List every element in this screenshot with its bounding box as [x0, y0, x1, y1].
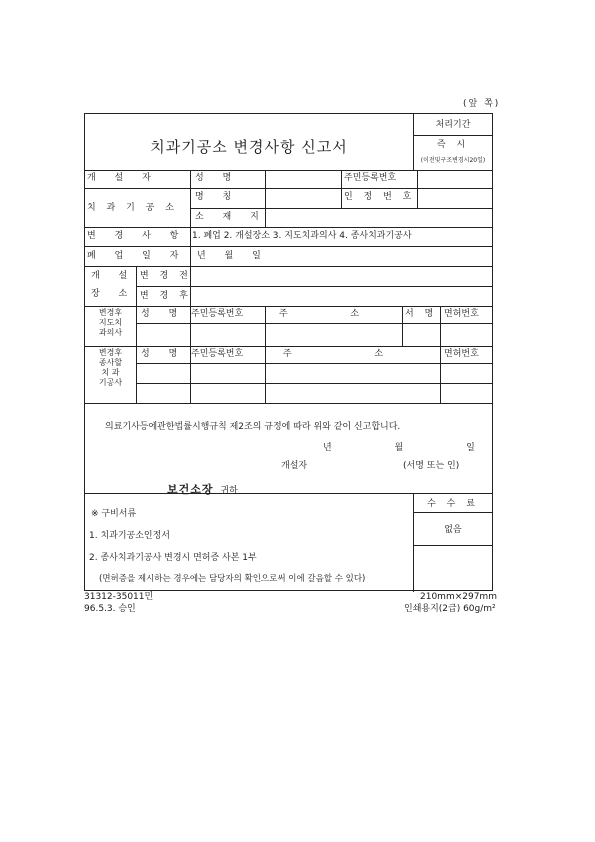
change-items-label: 변 경 사 항: [87, 231, 187, 241]
header-line: 변경후: [98, 308, 123, 317]
divider: [85, 188, 493, 189]
divider: [413, 545, 493, 546]
form-code: 31312-35011민: [84, 592, 154, 602]
header-line: 기공사: [98, 378, 123, 387]
closure-date-value: 년 월 일: [197, 251, 269, 261]
technician-row-2[interactable]: [137, 385, 189, 401]
dentist-license-label: 면허번호: [444, 309, 479, 319]
dentist-name-label: 성 명: [141, 309, 186, 319]
dentist-address-label: 주 소: [278, 309, 390, 319]
applicant-rrn-label: 주민등록번호: [344, 173, 397, 183]
header-line: 종사할: [98, 358, 123, 367]
lab-cert-label: 인 정 번 호: [344, 192, 416, 202]
divider: [85, 227, 493, 228]
divider: [85, 266, 493, 267]
divider: [413, 512, 493, 513]
paper-spec: 인쇄용지(2급) 60g/m²: [404, 604, 496, 614]
dentist-signature-field[interactable]: [403, 325, 439, 344]
processing-value: 즉 시: [436, 140, 470, 150]
applicant-rrn-field[interactable]: [418, 172, 492, 186]
processing-label: 처리기간: [435, 120, 471, 130]
dentist-address-field[interactable]: [266, 325, 401, 344]
technician-row-1[interactable]: [137, 365, 189, 381]
recipient: [167, 484, 238, 496]
applicant-header: 개 설 자: [87, 173, 159, 183]
report-form: [84, 113, 505, 591]
divider: [413, 135, 493, 136]
supervising-dentist-header: [85, 308, 136, 338]
lab-name-label: 명 칭: [195, 192, 240, 202]
approval-date: 96.5.3. 승인: [84, 604, 136, 614]
header-line: 지도치: [98, 318, 123, 327]
header-line: 치 과: [101, 368, 120, 377]
closure-date-label: 폐 업 일 자: [87, 251, 187, 261]
divider: [85, 170, 493, 171]
location-after-field[interactable]: [191, 288, 492, 304]
technician-rrn-label: 주민등록번호: [191, 349, 244, 359]
applicant-name-label: 성 명: [195, 173, 240, 183]
recipient-main: 보건소장: [167, 483, 214, 496]
divider: [85, 246, 493, 247]
divider: [85, 403, 493, 404]
dentist-license-field[interactable]: [441, 325, 492, 344]
change-items-options: 1. 폐업 2. 개설장소 3. 지도치과의사 4. 종사치과기공사: [192, 231, 412, 241]
divider: [341, 170, 342, 208]
lab-cert-field[interactable]: [418, 190, 492, 206]
applicant-sign-label: 개설자: [281, 461, 308, 471]
location-header-line1: 개 설: [91, 271, 136, 281]
lab-address-label: 소 재 지: [195, 212, 267, 222]
documents-item-1: 1. 치과기공소인정서: [89, 531, 171, 541]
documents-item-2: 2. 종사치과기공사 변경시 면허증 사본 1부: [89, 553, 257, 563]
divider: [440, 306, 441, 403]
divider: [190, 208, 493, 209]
dentist-signature-label: 서 명: [405, 309, 438, 319]
sign-hint: (서명 또는 인): [403, 461, 460, 471]
dentist-rrn-label: 주민등록번호: [191, 309, 244, 319]
header-line: 과의사: [98, 328, 123, 337]
fee-value: 없음: [444, 525, 462, 535]
documents-note: (면허증을 제시하는 경우에는 담당자의 확인으로써 이에 갈음할 수 있다): [99, 574, 366, 584]
processing-note: (이전및구조변경시20일): [420, 157, 486, 164]
lab-header: 치 과 기 공 소: [87, 203, 178, 213]
page-side-label: (앞 쪽): [463, 99, 501, 109]
location-before-field[interactable]: [191, 268, 492, 284]
paper-size: 210mm×297mm: [420, 592, 497, 602]
technician-license-label: 면허번호: [444, 349, 479, 359]
recipient-suffix: 귀하: [220, 486, 238, 496]
dentist-name-field[interactable]: [137, 325, 189, 344]
documents-header: ※ 구비서류: [91, 509, 137, 519]
fee-label: 수 수 료: [427, 499, 479, 509]
declaration-date: 년 월 일: [323, 443, 505, 453]
technician-name-label: 성 명: [141, 349, 186, 359]
form-title: 치과기공소 변경사항 신고서: [150, 138, 348, 156]
divider: [85, 493, 493, 494]
lab-name-field[interactable]: [266, 190, 340, 206]
applicant-name-field[interactable]: [266, 172, 340, 186]
declaration-text: 의료기사등에관한법률시행규칙 제2조의 규정에 따라 위와 같이 신고합니다.: [105, 422, 401, 432]
location-before-label: 변 경 전: [140, 271, 192, 281]
divider: [85, 306, 493, 307]
location-header-line2: 장 소: [91, 289, 136, 299]
header-line: 변경후: [98, 348, 123, 357]
divider: [190, 246, 191, 266]
dentist-rrn-field[interactable]: [191, 325, 264, 344]
lab-address-field[interactable]: [266, 210, 492, 225]
technician-address-label: 주 소: [282, 349, 424, 359]
location-after-label: 변 경 후: [140, 291, 192, 301]
divider: [85, 346, 493, 347]
divider: [190, 170, 191, 246]
technicians-header: [85, 348, 136, 388]
